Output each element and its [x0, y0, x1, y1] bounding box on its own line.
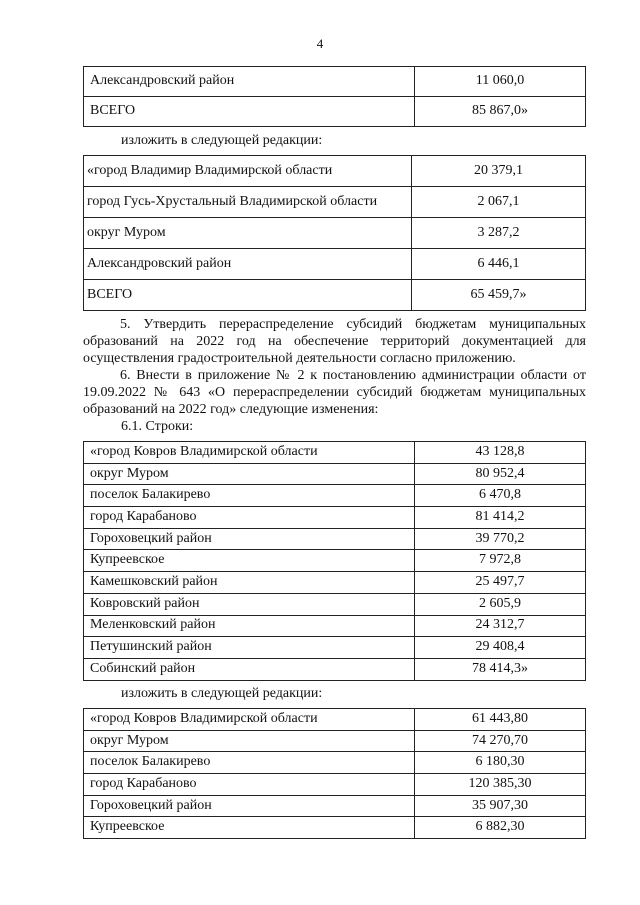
- row-name: «город Владимир Владимирской области: [84, 156, 412, 187]
- row-value: 6 882,30: [415, 817, 586, 839]
- row-name: Купреевское: [84, 817, 415, 839]
- table-row: [84, 774, 586, 796]
- row-name: Александровский район: [84, 249, 412, 280]
- intro-text-2: изложить в следующей редакции:: [121, 686, 323, 701]
- table-before-1: [83, 66, 586, 127]
- row-name: округ Муром: [84, 463, 415, 485]
- table-row: [84, 485, 586, 507]
- row-name: ВСЕГО: [84, 97, 415, 127]
- table-row: [84, 280, 586, 311]
- table-row: [84, 817, 586, 839]
- table-row: [84, 615, 586, 637]
- table-row: [84, 187, 586, 218]
- row-value: 2 067,1: [412, 187, 586, 218]
- row-name: «город Ковров Владимирской области: [84, 709, 415, 731]
- row-name: поселок Балакирево: [84, 485, 415, 507]
- table-row: [84, 550, 586, 572]
- table-row: [84, 156, 586, 187]
- row-name: Камешковский район: [84, 572, 415, 594]
- row-name: округ Муром: [84, 730, 415, 752]
- row-value: 7 972,8: [415, 550, 586, 572]
- row-value: 2 605,9: [415, 593, 586, 615]
- table-row: [84, 528, 586, 550]
- row-value: 3 287,2: [412, 218, 586, 249]
- table-row: [84, 463, 586, 485]
- row-name: «город Ковров Владимирской области: [84, 442, 415, 464]
- table-row: [84, 795, 586, 817]
- table-row: [84, 67, 586, 97]
- row-name: Меленковский район: [84, 615, 415, 637]
- row-value: 11 060,0: [415, 67, 586, 97]
- paragraph-6-1: 6.1. Строки:: [121, 419, 194, 434]
- row-value: 85 867,0»: [415, 97, 586, 127]
- row-value: 6 470,8: [415, 485, 586, 507]
- row-value: 25 497,7: [415, 572, 586, 594]
- row-value: 6 446,1: [412, 249, 586, 280]
- intro-text-1: изложить в следующей редакции:: [121, 133, 323, 148]
- row-value: 74 270,70: [415, 730, 586, 752]
- table-row: [84, 752, 586, 774]
- row-value: 81 414,2: [415, 507, 586, 529]
- row-name: поселок Балакирево: [84, 752, 415, 774]
- row-name: город Гусь-Хрустальный Владимирской области: [84, 187, 412, 218]
- paragraph-5-text: 5. Утвердить перераспределение субсидий бюджетам муниципальных образований на 2022 год на обеспечение территорий документацией для осуществления градостроительной деятельности согласно приложению.: [83, 317, 586, 366]
- table-row: [84, 507, 586, 529]
- table-row: [84, 218, 586, 249]
- table-row: [84, 658, 586, 680]
- paragraph-6: [83, 367, 586, 418]
- row-value: 24 312,7: [415, 615, 586, 637]
- table-row: [84, 637, 586, 659]
- row-name: Собинский район: [84, 658, 415, 680]
- row-value: 20 379,1: [412, 156, 586, 187]
- row-value: 39 770,2: [415, 528, 586, 550]
- row-name: Петушинский район: [84, 637, 415, 659]
- row-value: 120 385,30: [415, 774, 586, 796]
- row-value: 29 408,4: [415, 637, 586, 659]
- table-after-1: [83, 155, 586, 311]
- paragraph-5: [83, 316, 586, 367]
- table-row: [84, 593, 586, 615]
- row-name: округ Муром: [84, 218, 412, 249]
- row-value: 6 180,30: [415, 752, 586, 774]
- table-row: [84, 709, 586, 731]
- table-row: [84, 249, 586, 280]
- row-name: город Карабаново: [84, 774, 415, 796]
- row-name: Гороховецкий район: [84, 528, 415, 550]
- row-value: 35 907,30: [415, 795, 586, 817]
- row-name: Ковровский район: [84, 593, 415, 615]
- paragraph-6-text: 6. Внести в приложение № 2 к постановлению администрации области от 19.09.2022 № 643 «О перераспределении субсидий бюджетам муниципальных образований на 2022 год» следующие изменения:: [83, 368, 586, 417]
- row-value: 80 952,4: [415, 463, 586, 485]
- row-name: город Карабаново: [84, 507, 415, 529]
- table-row: [84, 97, 586, 127]
- table-after-2: [83, 708, 586, 839]
- table-row: [84, 730, 586, 752]
- row-value: 65 459,7»: [412, 280, 586, 311]
- row-name: ВСЕГО: [84, 280, 412, 311]
- row-name: Гороховецкий район: [84, 795, 415, 817]
- row-name: Купреевское: [84, 550, 415, 572]
- table-row: [84, 572, 586, 594]
- table-row: [84, 442, 586, 464]
- page-number: 4: [316, 36, 324, 51]
- table-before-2: [83, 441, 586, 681]
- row-value: 78 414,3»: [415, 658, 586, 680]
- row-name: Александровский район: [84, 67, 415, 97]
- row-value: 43 128,8: [415, 442, 586, 464]
- row-value: 61 443,80: [415, 709, 586, 731]
